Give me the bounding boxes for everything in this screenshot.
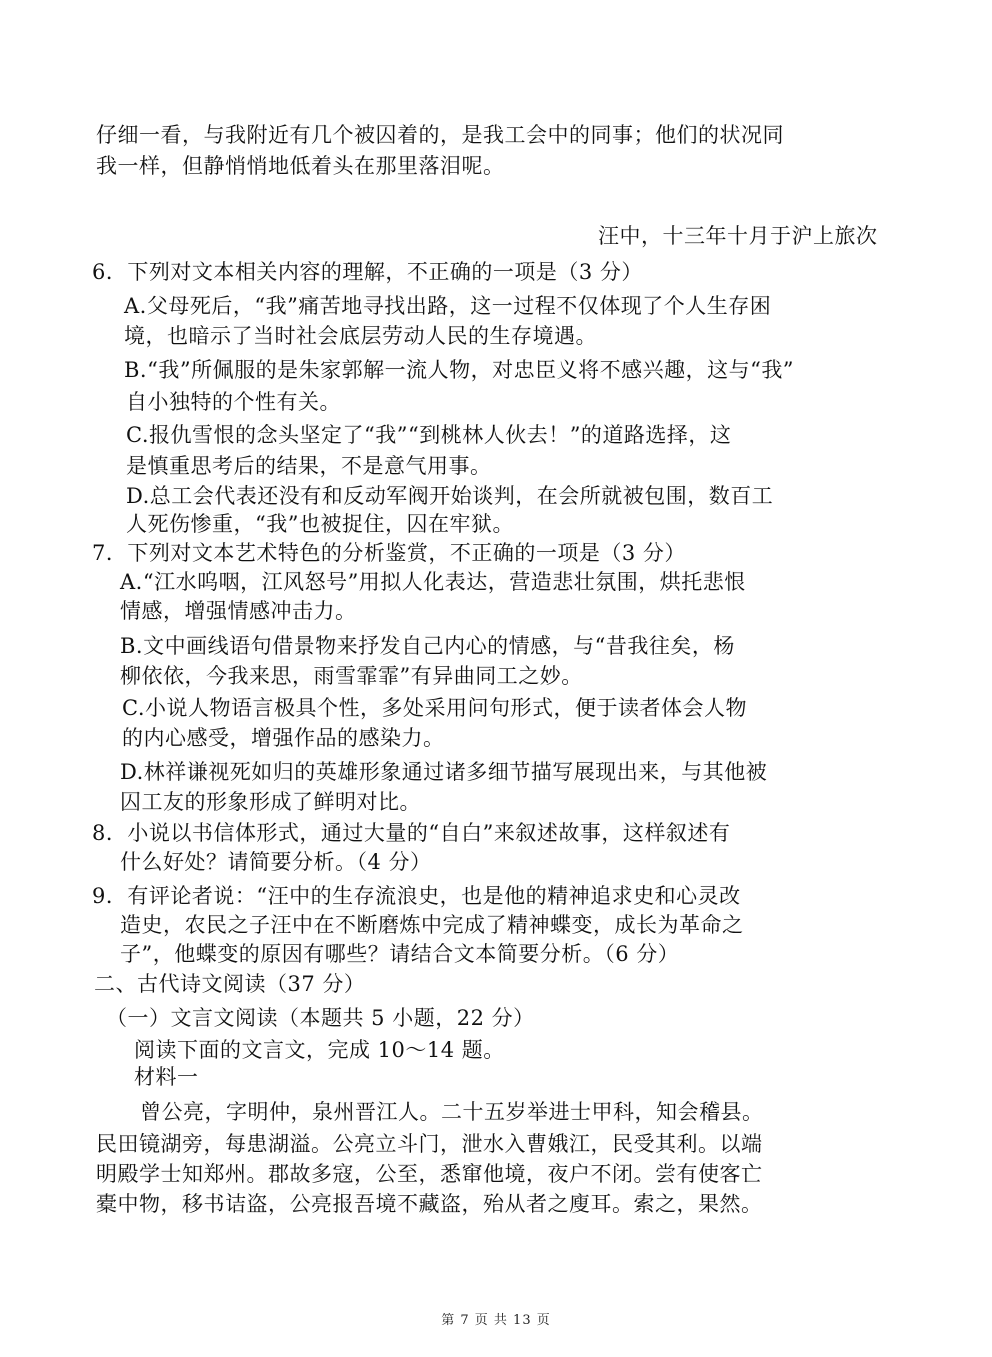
question-9-line-1: 9．有评论者说：“汪中的生存流浪史，也是他的精神追求史和心灵改 (92, 884, 741, 908)
material-label: 材料一 (134, 1065, 199, 1089)
q6-option-d: D.总工会代表还没有和反动军阀开始谈判，在会所就被包围，数百工 (126, 484, 774, 508)
intro-line-1: 仔细一看，与我附近有几个被囚着的，是我工会中的同事；他们的状况同 (96, 123, 784, 147)
q6-option-a-cont: 境，也暗示了当时社会底层劳动人民的生存境遇。 (124, 324, 597, 348)
q7-option-c-cont: 的内心感受，增强作品的感染力。 (122, 726, 445, 750)
q7-option-d-cont: 囚工友的形象形成了鲜明对比。 (120, 790, 421, 814)
q7-option-b-cont: 柳依依，今我来思，雨雪霏霏”有异曲同工之妙。 (120, 664, 583, 688)
question-9-line-2: 造史，农民之子汪中在不断磨炼中完成了精神蝶变，成长为革命之 (120, 913, 744, 937)
classical-text-line-3: 明殿学士知郑州。郡故多寇，公至，悉窜他境，夜户不闭。尝有使客亡 (96, 1162, 763, 1186)
classical-text-line-4: 橐中物，移书诘盗，公亮报吾境不藏盗，殆从者之廋耳。索之，果然。 (96, 1192, 763, 1216)
q6-option-d-cont: 人死伤惨重，“我”也被捉住，囚在牢狱。 (126, 512, 514, 536)
question-7-stem: 7．下列对文本艺术特色的分析鉴赏，不正确的一项是（3 分） (92, 541, 686, 565)
letter-signature: 汪中，十三年十月于沪上旅次 (598, 224, 878, 248)
q6-option-c: C.报仇雪恨的念头坚定了“我”“到桃林人伙去！”的道路选择，这 (126, 423, 732, 447)
subsection-heading: （一）文言文阅读（本题共 5 小题，22 分） (106, 1006, 535, 1030)
section-2-heading: 二、古代诗文阅读（37 分） (94, 972, 366, 996)
question-8-line-1: 8．小说以书信体形式，通过大量的“自白”来叙述故事，这样叙述有 (92, 821, 731, 845)
classical-text-line-2: 民田镜湖旁，每患湖溢。公亮立斗门，泄水入曹娥江，民受其利。以端 (96, 1132, 763, 1156)
intro-line-2: 我一样，但静悄悄地低着头在那里落泪呢。 (96, 154, 505, 178)
reading-instruction: 阅读下面的文言文，完成 10～14 题。 (134, 1038, 505, 1062)
page-number-footer: 第 7 页 共 13 页 (441, 1313, 551, 1328)
q7-option-a: A.“江水呜咽，江风怒号”用拟人化表达，营造悲壮氛围，烘托悲恨 (120, 570, 746, 594)
q7-option-d: D.林祥谦视死如归的英雄形象通过诸多细节描写展现出来，与其他被 (120, 760, 768, 784)
q7-option-a-cont: 情感，增强情感冲击力。 (120, 599, 357, 623)
q7-option-c: C.小说人物语言极具个性，多处采用问句形式，便于读者体会人物 (122, 696, 747, 720)
question-8-line-2: 什么好处？请简要分析。（4 分） (120, 850, 432, 874)
q6-option-b: B.“我”所佩服的是朱家郭解一流人物，对忠臣义将不感兴趣，这与“我” (124, 358, 795, 382)
classical-text-line-1: 曾公亮，字明仲，泉州晋江人。二十五岁举进士甲科，知会稽县。 (140, 1100, 764, 1124)
q6-option-a: A.父母死后，“我”痛苦地寻找出路，这一过程不仅体现了个人生存困 (124, 294, 772, 318)
question-6-stem: 6．下列对文本相关内容的理解，不正确的一项是（3 分） (92, 260, 643, 284)
q7-option-b: B.文中画线语句借景物来抒发自己内心的情感，与“昔我往矣，杨 (120, 634, 735, 658)
q6-option-b-cont: 自小独特的个性有关。 (126, 390, 341, 414)
q6-option-c-cont: 是慎重思考后的结果，不是意气用事。 (126, 454, 492, 478)
question-9-line-3: 子”，他蝶变的原因有哪些？请结合文本简要分析。（6 分） (120, 942, 680, 966)
